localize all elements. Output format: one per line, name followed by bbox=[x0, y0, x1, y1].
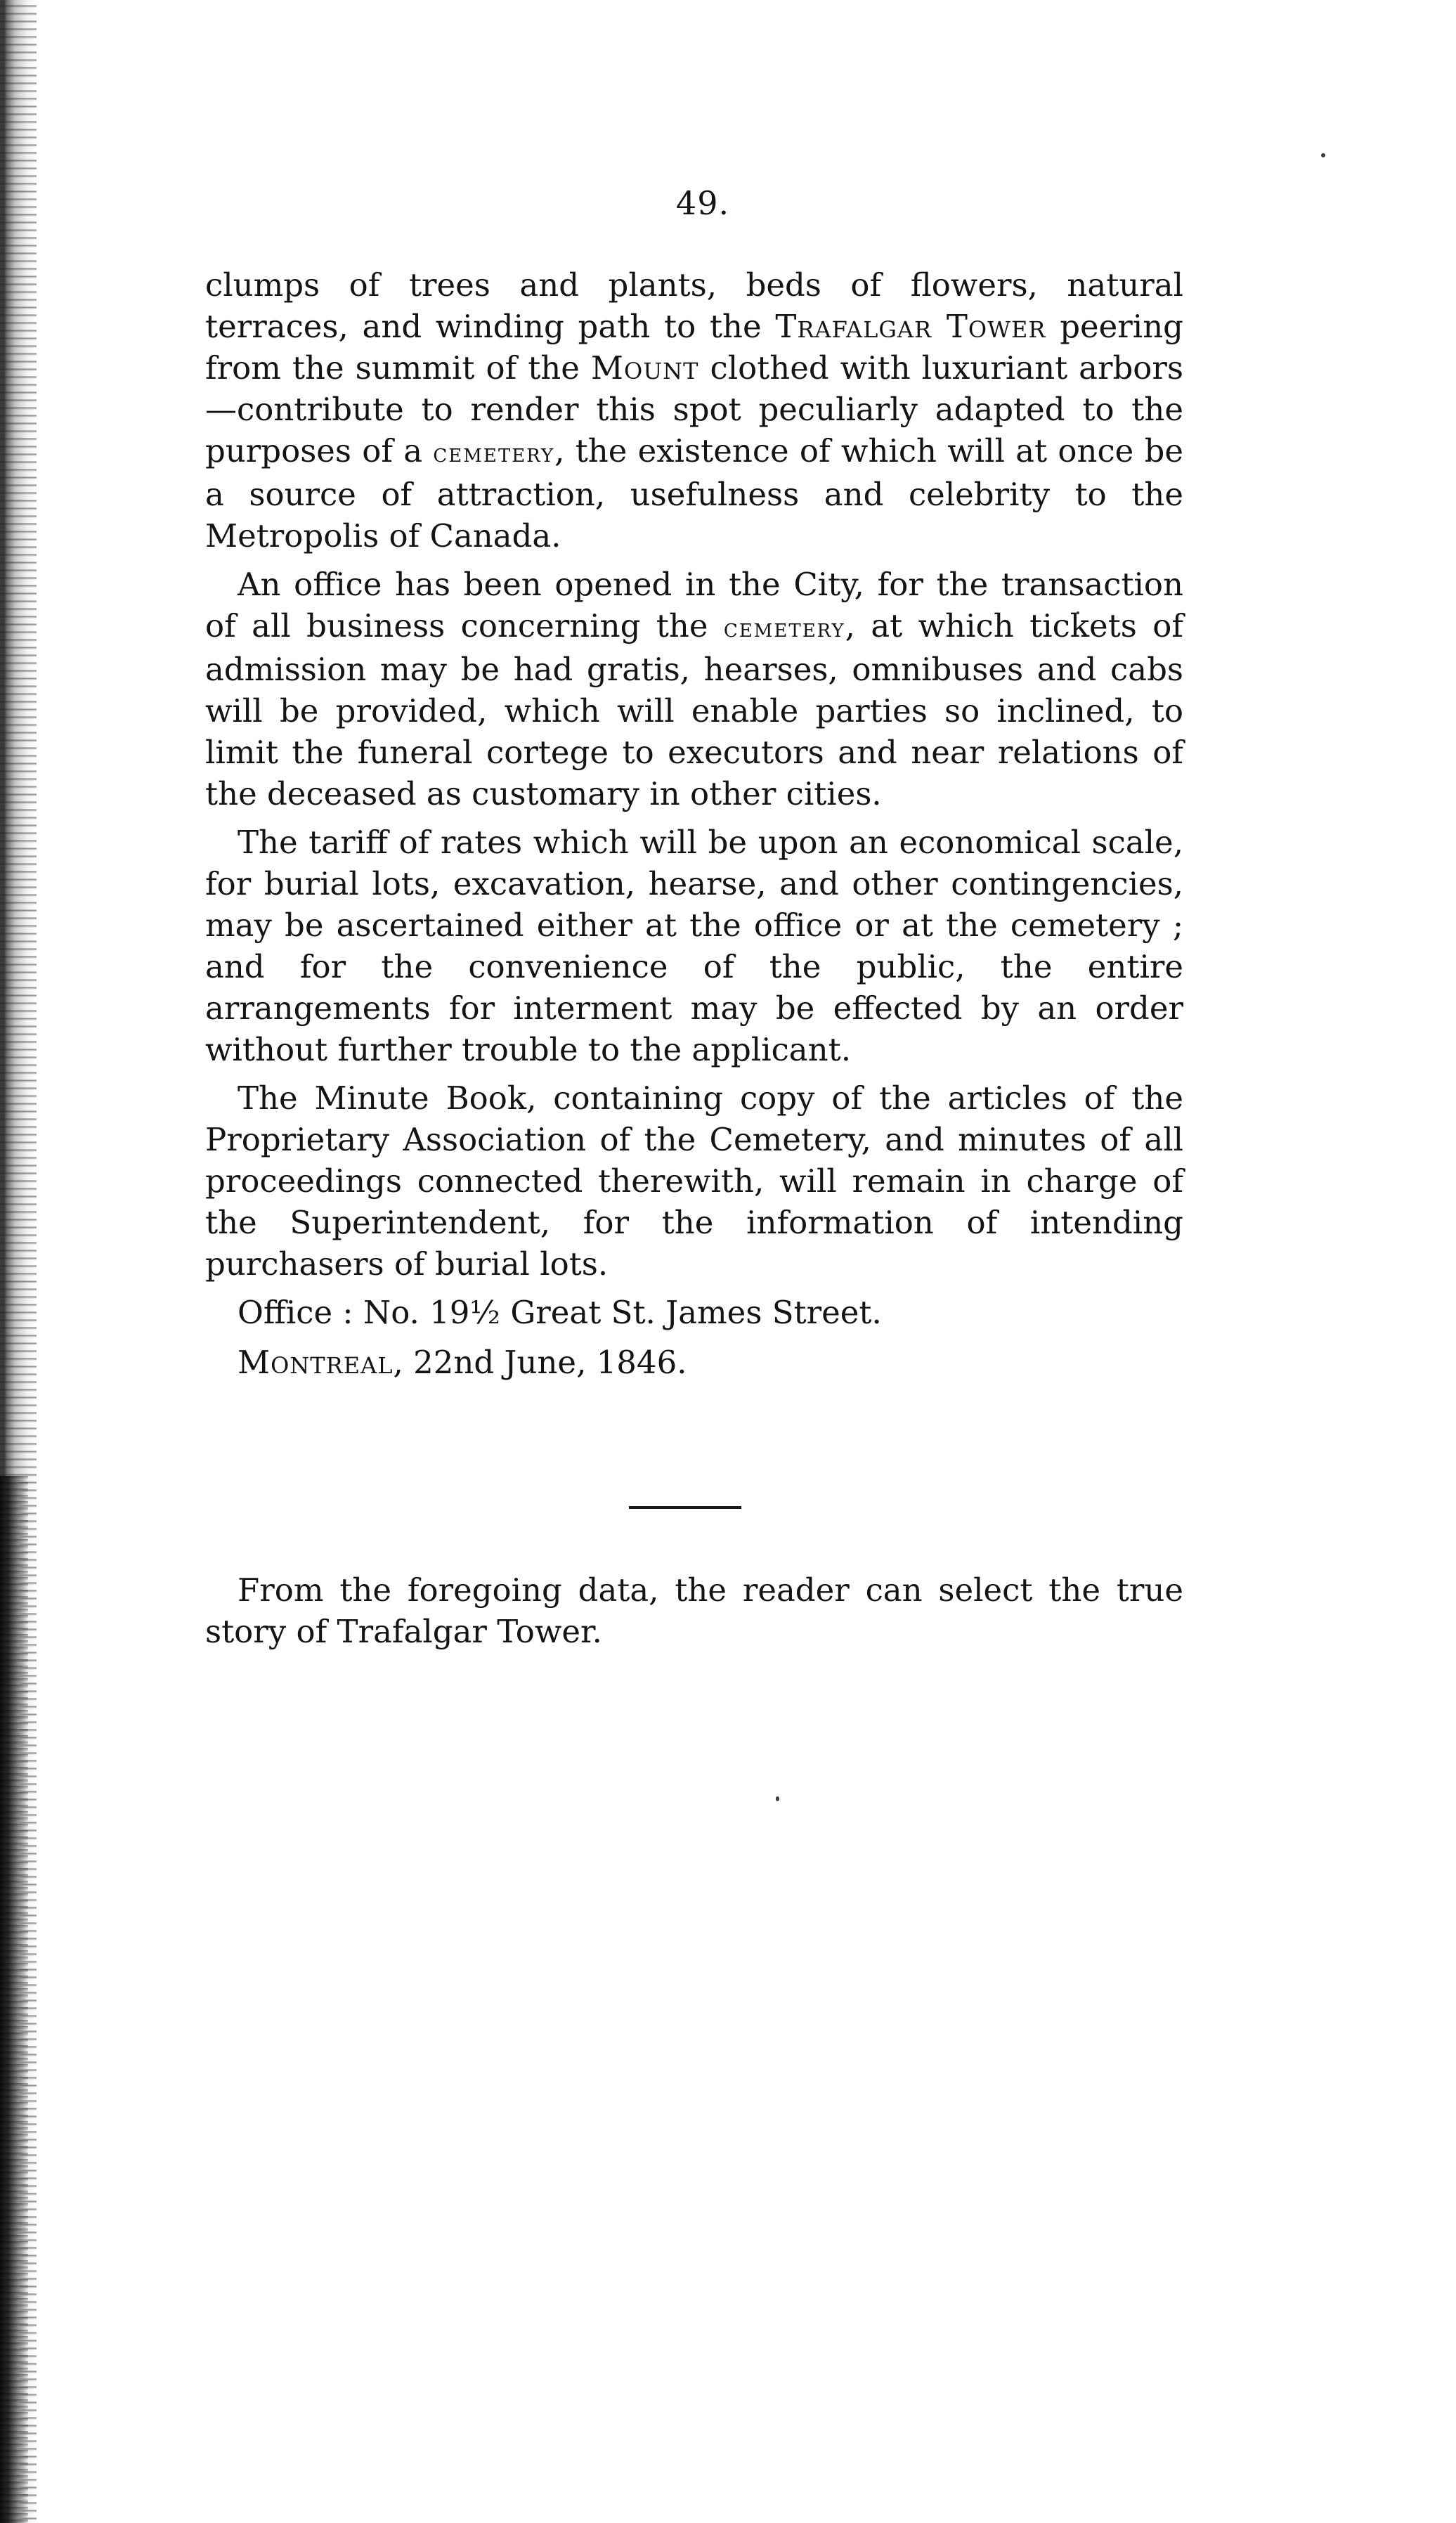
dateline-date: , 22nd June, 1846. bbox=[393, 1344, 687, 1381]
text-run: , at which tickets of admission may be had gratis, hearses, omnibuses and cabs will be provided, which will enable parties so inclined, to limit the funeral cortege to executors and near relations of the deceased as customary in other cities. bbox=[205, 607, 1184, 812]
paragraph bbox=[205, 822, 1183, 1070]
section-divider bbox=[629, 1506, 741, 1509]
text-run: The tariff of rates which will be upon an economical scale, for burial lots, excavation, hearse, and other contingencies, may be ascertained either at the office or at the cemetery ; and for the convenience of the public, the entire arrangements for interment may be effected by an order without further trouble to the applicant. bbox=[205, 824, 1183, 1068]
text-run: An office has been opened in the City, for the transaction of all business concerning the bbox=[205, 566, 1183, 644]
text-run: clothed with luxuriant arbors—contribute to render this spot peculiarly adapted to the purposes of a bbox=[205, 349, 1183, 469]
text-run: clumps of trees and plants, beds of flowers, natural terraces, and winding path to the bbox=[205, 266, 1183, 345]
closing-paragraph: From the foregoing data, the reader can select the true story of Trafalgar Tower. bbox=[205, 1571, 1183, 1650]
text-run: , the existence of which will at once be a source of attraction, usefulness and celebrity to the Metropolis of Canada. bbox=[205, 432, 1183, 554]
scan-speck bbox=[1321, 153, 1325, 157]
scan-binding-shadow bbox=[0, 1476, 28, 2523]
small-caps-run: Trafalgar Tower bbox=[775, 308, 1046, 345]
dateline bbox=[205, 1342, 1183, 1383]
paragraph bbox=[205, 1077, 1183, 1285]
body-text bbox=[205, 264, 1183, 1383]
office-address: Office : No. 19½ Great St. James Street. bbox=[238, 1294, 882, 1331]
page-number: 49. bbox=[675, 184, 730, 222]
text-run: peering from the summit of the bbox=[205, 308, 1183, 387]
text-run: The Minute Book, containing copy of the articles of the Proprietary Association of the Cemetery, and minutes of all proceedings connected therewith, will remain in charge of the Superintendent, for the information of intending purchasers of burial lots. bbox=[205, 1079, 1183, 1283]
scan-speck bbox=[776, 1796, 779, 1801]
dateline-place: Montreal bbox=[238, 1344, 394, 1381]
small-caps-run: Mount bbox=[590, 349, 699, 387]
paragraph bbox=[205, 564, 1183, 815]
small-caps-run: cemetery bbox=[433, 438, 555, 468]
paragraph bbox=[205, 264, 1183, 557]
small-caps-run: cemetery bbox=[723, 613, 845, 643]
